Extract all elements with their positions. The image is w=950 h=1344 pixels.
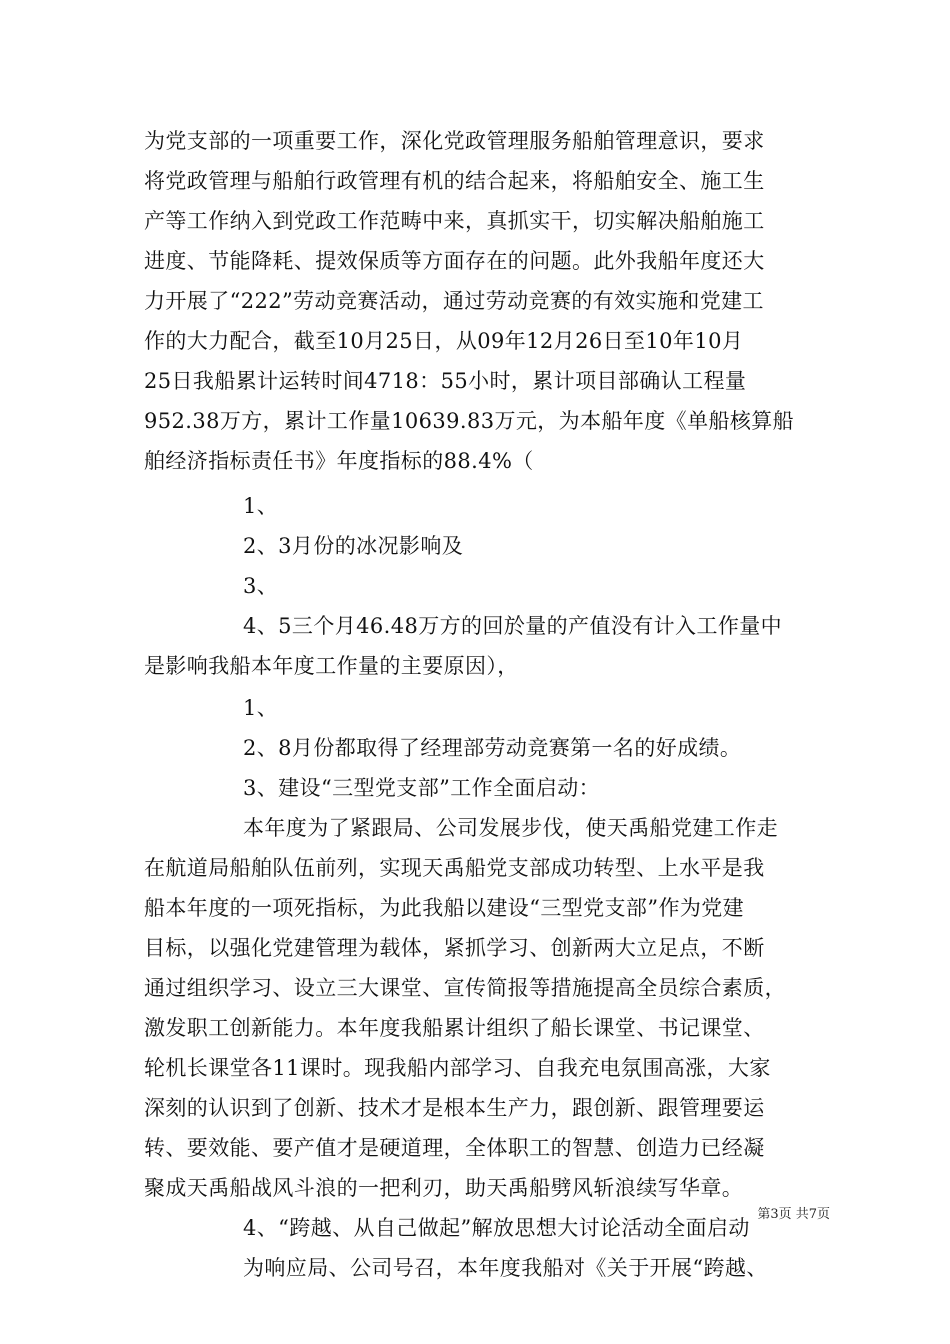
list-item: 3、	[243, 574, 279, 598]
list-item: 1、	[243, 696, 279, 720]
text-line: 产等工作纳入到党政工作范畴中来，真抓实干，切实解决船舶施工	[144, 209, 765, 233]
text-line: 聚成天禹船战风斗浪的一把利刃，助天禹船劈风斩浪续写华章。	[144, 1176, 744, 1200]
text-line: 转、要效能、要产值才是硬道理，全体职工的智慧、创造力已经凝	[144, 1136, 765, 1160]
text-line: 力开展了“222”劳动竞赛活动，通过劳动竞赛的有效实施和党建工	[144, 289, 764, 313]
page-number: 第3页 共7页	[757, 1207, 830, 1222]
text-line: 船本年度的一项死指标，为此我船以建设“三型党支部”作为党建	[144, 896, 745, 920]
text-line: 目标，以强化党建管理为载体，紧抓学习、创新两大立足点，不断	[144, 936, 765, 960]
text-line: 作的大力配合，截至10月25日，从09年12月26日至10年10月	[144, 329, 744, 353]
section-heading: 3、建设“三型党支部”工作全面启动：	[243, 776, 601, 800]
text-line: 是影响我船本年度工作量的主要原因），	[144, 654, 519, 678]
text-line: 舶经济指标责任书》年度指标的88.4%（	[144, 449, 534, 473]
text-line: 通过组织学习、设立三大课堂、宣传简报等措施提高全员综合素质，	[144, 976, 786, 1000]
text-line: 将党政管理与船舶行政管理有机的结合起来，将船舶安全、施工生	[144, 169, 765, 193]
text-line: 952.38万方，累计工作量10639.83万元，为本船年度《单船核算船	[144, 409, 795, 433]
list-item: 4、5三个月46.48万方的回於量的产值没有计入工作量中	[243, 614, 783, 638]
section-heading: 4、“跨越、从自己做起”解放思想大讨论活动全面启动	[243, 1216, 750, 1240]
text-line: 在航道局船舶队伍前列，实现天禹船党支部成功转型、上水平是我	[144, 856, 765, 880]
text-line: 轮机长课堂各11课时。现我船内部学习、自我充电氛围高涨，大家	[144, 1056, 771, 1080]
list-item: 2、3月份的冰况影响及	[243, 534, 464, 558]
text-line: 激发职工创新能力。本年度我船累计组织了船长课堂、书记课堂、	[144, 1016, 765, 1040]
paragraph-start: 本年度为了紧跟局、公司发展步伐，使天禹船党建工作走	[243, 816, 778, 840]
text-line: 进度、节能降耗、提效保质等方面存在的问题。此外我船年度还大	[144, 249, 765, 273]
list-item: 2、8月份都取得了经理部劳动竞赛第一名的好成绩。	[243, 736, 742, 760]
text-line: 深刻的认识到了创新、技术才是根本生产力，跟创新、跟管理要运	[144, 1096, 765, 1120]
text-line: 25日我船累计运转时间4718：55小时，累计项目部确认工程量	[144, 369, 747, 393]
paragraph-start: 为响应局、公司号召，本年度我船对《关于开展“跨越、	[243, 1256, 768, 1280]
list-item: 1、	[243, 494, 279, 518]
text-line: 为党支部的一项重要工作，深化党政管理服务船舶管理意识，要求	[144, 129, 765, 153]
